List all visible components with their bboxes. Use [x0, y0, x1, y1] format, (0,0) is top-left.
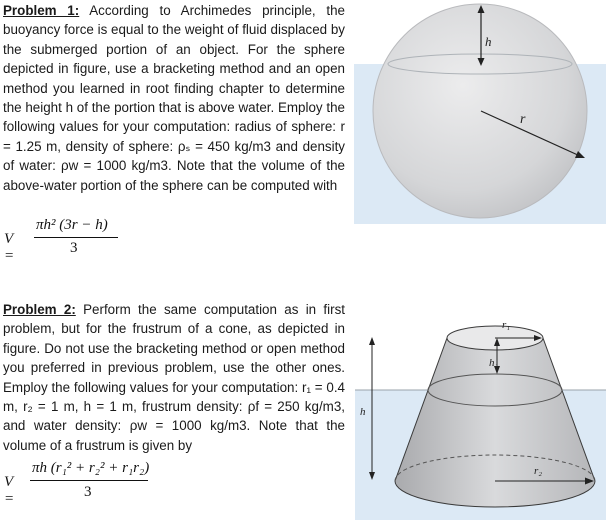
formula-2-fraction-bar: [30, 480, 148, 481]
problem-1-text: According to Archimedes principle, the buoyancy force is equal to the weight of fluid displaced by the submerged portion of an object. For the sphere depicted in figure, use a bracketing method and an open method you learned in root finding chapter to determine the height h of the portion that is above water. Employ the following values for your computation: radius of sphere: r = 1.25 m, density of sphere: ρₛ = 450 kg/m3 and density of water: ρw = 1000 kg/m3. Note that the volume of the above-water portion of the sphere can be computed with: [3, 3, 345, 193]
formula-1-denominator: 3: [70, 240, 78, 256]
formula-2-numerator: πh (r₁² + r₂² + r₁r₂): [32, 460, 150, 476]
problem-2-paragraph: [3, 300, 345, 455]
sphere-label-r: r: [520, 112, 526, 127]
formula-1-numerator: πh² (3r − h): [36, 217, 108, 233]
formula-2-lhs: V =: [4, 474, 15, 507]
sphere-figure: [354, 0, 606, 226]
problem-2-title: Problem 2:: [3, 302, 76, 317]
frustum-label-h: h: [360, 406, 366, 418]
frustum-label-r2: r₂: [534, 465, 543, 477]
frustum-figure: [352, 300, 606, 526]
problem-2-text: Perform the same computation as in first problem, but for the frustrum of a cone, as depicted in figure. Do not use the bracketing method or open method you preferred in previous problem, use the other ones. Employ the following values for your computation: r₁ = 0.4 m, r₂ = 1 m, h = 1 m, frustrum density: ρf = 250 kg/m3, and water density: ρw = 1000 kg/m3. Note that the volume of a frustrum is given by: [3, 302, 346, 453]
formula-1-lhs: V =: [4, 231, 15, 264]
problem-1-paragraph: [3, 1, 345, 195]
formula-2-denominator: 3: [84, 484, 92, 500]
sphere-body: [373, 4, 587, 218]
frustum-label-h1: h₁: [489, 357, 499, 369]
frustum-label-r1: r₁: [502, 319, 511, 331]
sphere-label-h: h: [485, 34, 492, 49]
formula-1-fraction-bar: [34, 237, 118, 238]
problem-1-title: Problem 1:: [3, 3, 80, 18]
